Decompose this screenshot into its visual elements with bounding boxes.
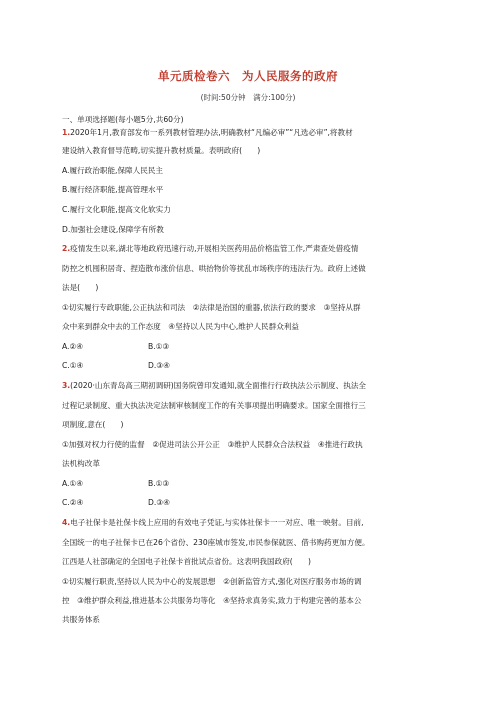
- question-4-choice-line-3: 共服务体系: [62, 615, 100, 624]
- question-4-stem-line-3: 江西是人社部确定的全国电子社保卡首批试点省份。这表明我国政府( ): [62, 557, 311, 566]
- question-3-choice-line-1: ①加强对权力行使的监督 ②促进司法公开公正 ③维护人民群众合法权益 ④推进行政执: [62, 440, 363, 449]
- question-2-options-row-1: [62, 342, 442, 352]
- question-2-choice-line-1: ①切实履行专政职能,公正执法和司法 ②法律是治国的重器,依法行政的要求 ③坚持从群: [62, 303, 361, 312]
- question-1-option-b[interactable]: B.履行经济职能,提高管理水平: [62, 185, 164, 194]
- question-3-choice-line-2: 法机构改革: [62, 459, 100, 468]
- question-3-option-b[interactable]: B.①③: [148, 479, 170, 488]
- question-4-choice-line-1: ①切实履行职责,坚持以人民为中心的发展思想 ②创新监管方式,强化对医疗服务市场的调: [62, 577, 362, 586]
- question-3-stem-line-2: 过程记录制度、重大执法决定法制审核制度工作的有关事项提出明确要求。国家全面推行三: [62, 401, 366, 410]
- question-1-stem-line-2: 建设纳入教育督导范畴,切实提升教材质量。表明政府( ): [62, 146, 261, 155]
- question-3-options-row-1: [62, 479, 442, 489]
- question-2-number: 2.: [62, 244, 71, 253]
- question-4-choice-line-2: 控 ③维护群众利益,推进基本公共服务均等化 ④坚持求真务实,致力于构建完善的基本公: [62, 596, 362, 605]
- question-4-stem-line-2: 全国统一的电子社保卡已在26个省份、230座城市签发,市民参保就医、借书购药更加方便。: [62, 538, 370, 547]
- question-2-stem-line-1: 2.疫情发生以来,湖北等地政府迅速行动,开展相关医药用品价格监管工作,严肃查处借疫情: [62, 244, 359, 253]
- question-1-option-a[interactable]: A.履行政治职能,保障人民民主: [62, 166, 164, 175]
- document-title: 单元质检卷六 为人民服务的政府: [158, 69, 338, 83]
- question-4-stem-line-1: 4.电子社保卡是社保卡线上应用的有效电子凭证,与实体社保卡一一对应、唯一映射。目前,: [62, 518, 364, 527]
- question-3-option-c[interactable]: C.②④: [62, 498, 84, 507]
- question-2-option-c[interactable]: C.①④: [62, 361, 84, 370]
- question-4-number: 4.: [62, 518, 71, 527]
- question-3-options-row-2: [62, 498, 442, 508]
- question-3-option-a[interactable]: A.①④: [62, 479, 84, 488]
- question-3-number: 3.: [62, 381, 71, 390]
- question-2-option-a[interactable]: A.②④: [62, 342, 84, 351]
- question-2-option-d[interactable]: D.③④: [148, 361, 170, 370]
- question-2-stem-line-2: 防控之机囤积居奇、捏造散布涨价信息、哄抬物价等扰乱市场秩序的违法行为。政府上述做: [62, 264, 366, 273]
- question-3-stem-line-1: 3.(2020·山东青岛高三期初调研)国务院曾印发通知,就全面推行行政执法公示制度、执法全: [62, 381, 367, 390]
- question-1-option-c[interactable]: C.履行文化职能,提高文化软实力: [62, 205, 171, 214]
- document-subtitle: (时间:50分钟 满分:100分): [200, 93, 296, 102]
- question-1-option-d[interactable]: D.加强社会建设,保障学有所教: [62, 225, 164, 234]
- question-2-options-row-2: [62, 361, 442, 371]
- question-3-stem-line-3: 项制度,意在( ): [62, 420, 124, 429]
- section-heading: 一、单项选择题(每小题5分,共60分): [62, 115, 184, 124]
- question-1-stem-line-1: 1.2020年1月,教育部发布一系列教材管理办法,明确教材“凡编必审”“凡选必审”,将教材: [62, 128, 353, 137]
- question-2-option-b[interactable]: B.①③: [148, 342, 170, 351]
- question-3-option-d[interactable]: D.③④: [148, 498, 170, 507]
- question-2-stem-line-3: 法是( ): [62, 283, 99, 292]
- question-1-number: 1.: [62, 128, 71, 137]
- question-2-choice-line-2: 众中来到群众中去的工作态度 ④坚持以人民为中心,维护人民群众利益: [62, 322, 300, 331]
